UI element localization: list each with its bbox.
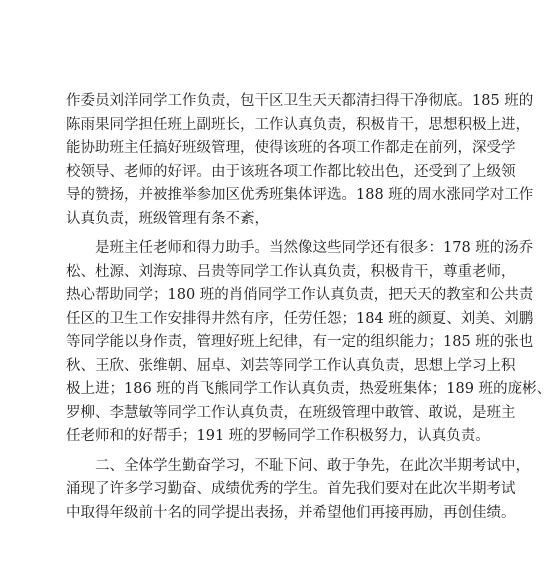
text-line: 秋、王欣、张维朝、屈卓、刘芸等同学工作认真负责，思想上学习上积 <box>66 357 516 374</box>
text-line: 任老师和的好帮手；191 班的罗畅同学工作积极努力，认真负责。 <box>66 428 490 444</box>
text-line: 是班主任老师和得力助手。当然像这些同学还有很多：178 班的汤乔 <box>66 240 534 256</box>
text-line: 极上进；186 班的肖飞熊同学工作认真负责，热爱班集体；189 班的庞彬、 <box>66 381 551 397</box>
text-line: 涌现了许多学习勤奋、成绩优秀的学生。首先我们要对在此次半期考试 <box>66 481 516 497</box>
document-body <box>66 90 551 525</box>
text-line: 任区的卫生工作安排得井然有序，任劳任怨；184 班的颜夏、刘美、刘鹏 <box>66 310 534 327</box>
text-line: 热心帮助同学；180 班的肖俏同学工作认真负责，把天天的教室和公共责 <box>66 287 534 303</box>
text-line: 校领导、老师的好评。由于该班各项工作都比较出色，还受到了上级领 <box>66 163 516 180</box>
text-line: 陈雨果同学担任班上副班长，工作认真负责，积极肯干，思想积极上进， <box>66 116 530 133</box>
text-line: 松、杜源、刘海琼、吕贵等同学工作认真负责，积极肯干，尊重老师， <box>66 263 516 280</box>
text-line: 中取得年级前十名的同学提出表扬，并希望他们再接再励，再创佳绩。 <box>66 504 516 521</box>
text-line: 导的赞扬，并被推举参加区优秀班集体评选。188 班的周水涨同学对工作 <box>66 187 534 203</box>
text-line: 能协助班主任搞好班级管理，使得该班的各项工作都走在前列，深受学 <box>66 140 516 156</box>
text-line: 二、全体学生勤奋学习，不耻下问、敢于争先，在此次半期考试中， <box>66 457 530 474</box>
text-line: 等同学能以身作责，管理好班上纪律，有一定的组织能力；185 班的张也 <box>66 334 534 350</box>
text-line: 作委员刘洋同学工作负责，包干区卫生天天都清扫得干净彻底。185 班的 <box>66 93 534 109</box>
text-line: 罗柳、李慧敏等同学工作认真负责，在班级管理中敢管、敢说，是班主 <box>66 404 516 421</box>
text-line: 认真负责，班级管理有条不紊， <box>66 210 269 227</box>
